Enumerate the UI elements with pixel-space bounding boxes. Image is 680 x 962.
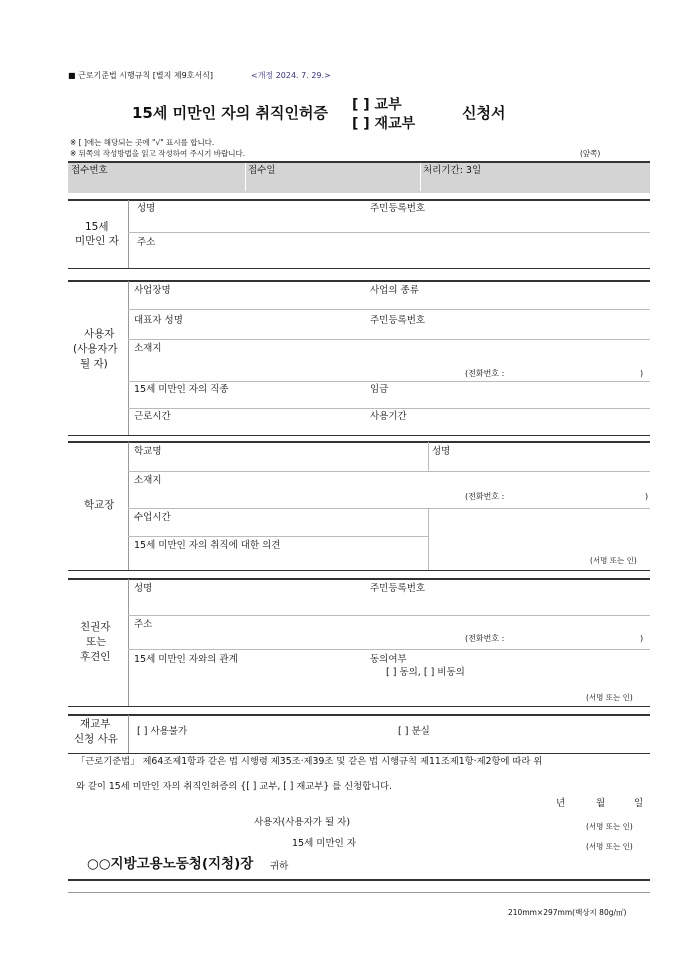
divider: [68, 714, 650, 716]
employer-section-label: 사용자: [84, 328, 115, 340]
divider: [128, 508, 650, 509]
guardian-rrn-label: 주민등록번호: [370, 583, 426, 594]
divider: [68, 879, 650, 881]
divider: [128, 281, 129, 435]
school-phone-label: (전화번호 :: [465, 492, 505, 501]
business-name-label: 사업장명: [134, 285, 171, 296]
school-phone-close: ): [645, 492, 649, 501]
divider: [128, 615, 650, 616]
consent-label: 동의여부: [370, 654, 407, 665]
divider: [68, 706, 650, 707]
processing-period: 처리기간: 3일: [423, 165, 482, 176]
minor-rrn-label: 주민등록번호: [370, 203, 426, 214]
statement-line-1: 「근로기준법」 제64조제1항과 같은 법 시행령 제35조·제39조 및 같은 법 시행규칙 제11조제1항·제2항에 따라 위: [76, 756, 543, 767]
date-day: 일: [634, 798, 644, 809]
consent-options: [ ] 동의, [ ] 비동의: [386, 667, 465, 678]
applicant-minor-label: 15세 미만인 자: [292, 838, 357, 849]
title-suffix: 신청서: [462, 104, 506, 122]
divider: [68, 441, 650, 443]
school-section-label: 학교장: [84, 499, 115, 511]
employer-phone-close: ): [640, 369, 644, 378]
legal-basis: ■ 근로기준법 시행규칙 [별지 제9호서식]: [68, 71, 213, 80]
divider: [128, 408, 650, 409]
divider: [420, 163, 421, 191]
title-option-issue: [ ] 교부: [352, 97, 402, 113]
reissue-section-label: 재교부: [80, 718, 111, 730]
divider: [68, 578, 650, 580]
relationship-label: 15세 미만인 자와의 관계: [134, 654, 238, 665]
divider: [128, 579, 129, 706]
school-location-label: 소재지: [134, 475, 162, 486]
divider: [128, 339, 650, 340]
date-month: 월: [596, 798, 606, 809]
minor-name-label: 성명: [137, 203, 156, 214]
employer-section-label: 될 자): [80, 358, 108, 370]
note-checkbox: ※ [ ]에는 해당되는 곳에 "√" 표시를 합니다.: [70, 138, 215, 147]
divider: [128, 381, 650, 382]
employer-phone-label: (전화번호 :: [465, 369, 505, 378]
divider: [128, 649, 650, 650]
guardian-phone-label: (전화번호 :: [465, 634, 505, 643]
class-hours-label: 수업시간: [134, 512, 171, 523]
divider: [68, 268, 650, 269]
minor-signature: (서명 또는 인): [586, 842, 633, 851]
employment-opinion-label: 15세 미만인 자의 취직에 대한 의견: [134, 540, 281, 551]
guardian-address-label: 주소: [134, 619, 153, 630]
guardian-phone-close: ): [640, 634, 644, 643]
form-title: 15세 미만인 자의 취직인허증: [132, 104, 328, 122]
divider: [428, 508, 429, 570]
employment-period-label: 사용기간: [370, 411, 407, 422]
school-signature: (서명 또는 인): [590, 556, 637, 565]
employer-location-label: 소재지: [134, 343, 162, 354]
business-type-label: 사업의 종류: [370, 285, 419, 296]
divider: [128, 715, 129, 753]
divider: [68, 570, 650, 571]
minor-section-label: 미만인 자: [75, 235, 119, 247]
guardian-name-label: 성명: [134, 583, 153, 594]
minor-section-label: 15세: [85, 221, 109, 233]
guardian-signature: (서명 또는 인): [586, 693, 633, 702]
principal-name-label: 성명: [432, 446, 451, 457]
divider: [245, 163, 246, 191]
school-name-label: 학교명: [134, 446, 162, 457]
divider: [68, 280, 650, 282]
applicant-employer-label: 사용자(사용자가 될 자): [254, 817, 351, 828]
divider: [128, 309, 650, 310]
labor-office-addressee: ○○지방고용노동청(지청)장: [87, 856, 254, 872]
divider: [68, 753, 650, 754]
note-instructions: ※ 뒤쪽의 작성방법을 읽고 작성하여 주시기 바랍니다.: [70, 149, 246, 158]
reissue-section-label: 신청 사유: [74, 733, 118, 745]
honorific: 귀하: [270, 861, 289, 872]
guardian-section-label: 또는: [86, 636, 107, 648]
reason-unusable: [ ] 사용불가: [137, 726, 188, 737]
minor-job-label: 15세 미만인 자의 직종: [134, 384, 229, 395]
title-option-reissue: [ ] 재교부: [352, 116, 416, 132]
statement-line-2: 와 같이 15세 미만인 자의 취직인허증의 {[ ] 교부, [ ] 재교부} 를 신청합니다.: [76, 781, 392, 792]
receipt-date-label: 접수일: [248, 165, 276, 176]
minor-address-label: 주소: [137, 237, 156, 248]
revision-note: <개정 2024. 7. 29.>: [251, 71, 331, 80]
divider: [128, 200, 129, 269]
divider: [68, 892, 650, 893]
employer-rrn-label: 주민등록번호: [370, 315, 426, 326]
divider: [68, 435, 650, 436]
paper-spec: 210mm×297mm(백상지 80g/㎡): [508, 908, 627, 917]
employer-signature: (서명 또는 인): [586, 822, 633, 831]
receipt-number-label: 접수번호: [71, 165, 108, 176]
working-hours-label: 근로시간: [134, 411, 171, 422]
divider: [128, 442, 129, 570]
reason-lost: [ ] 분실: [398, 726, 430, 737]
guardian-section-label: 친권자: [80, 621, 111, 633]
page-side: (앞쪽): [580, 149, 601, 158]
guardian-section-label: 후견인: [80, 651, 111, 663]
divider: [128, 536, 428, 537]
divider: [128, 471, 650, 472]
representative-name-label: 대표자 성명: [134, 315, 183, 326]
date-year: 년: [556, 798, 566, 809]
employer-section-label: (사용자가: [73, 343, 118, 355]
divider: [428, 442, 429, 471]
divider: [128, 232, 650, 233]
receipt-bar: [68, 161, 650, 193]
wage-label: 임금: [370, 384, 389, 395]
divider: [68, 199, 650, 201]
